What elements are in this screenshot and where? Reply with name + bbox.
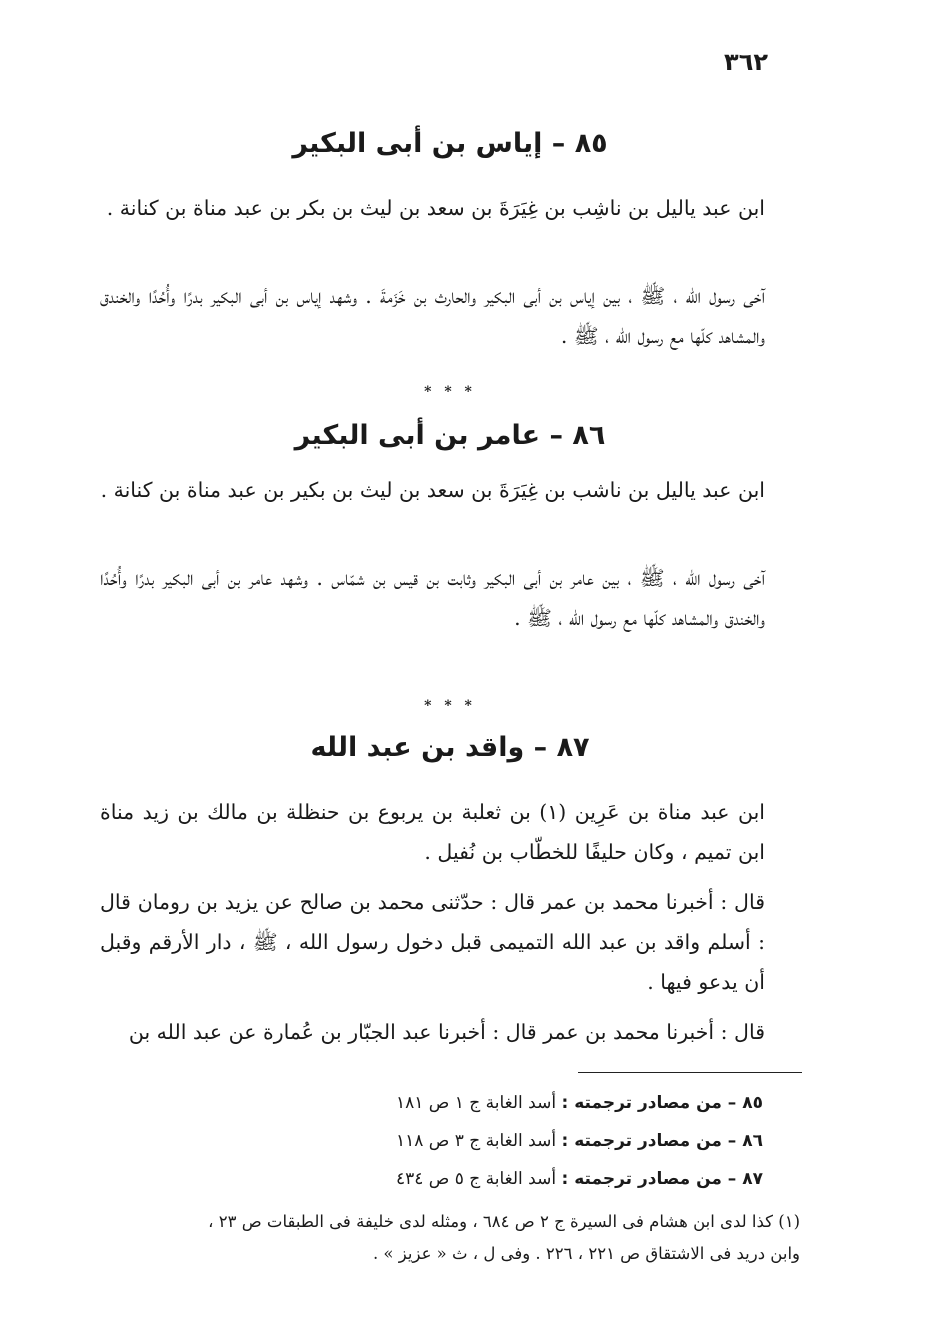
entry-85-lineage: ابن عبد ياليل بن ناشِب بن غِيَرَةَ بن سعد بن ليث بن بكر بن عبد مناة بن كنانة . <box>106 196 765 220</box>
footnote-source-text: أسد الغابة ج ٣ ص ١١٨ <box>395 1131 557 1151</box>
entry-87-paragraph-2: قال : أخبرنا محمد بن عمر قال : حدّثنى محمد بن صالح عن يزيد بن رومان قال : أسلم واقد بن عبد الله التميمى قبل دخول رسول الله ، ﷺ ، دار الأرقم وقبل أن يدعو فيها . <box>100 890 765 994</box>
footnote-note-line: وابن دريد فى الاشتقاق ص ٢٢١ ، ٢٢٦ . وفى ل ، ث « عزيز » . <box>372 1244 800 1263</box>
section-separator: * * * <box>424 698 476 714</box>
entry-87-paragraph-3: قال : أخبرنا محمد بن عمر قال : أخبرنا عبد الجبّار بن عُمارة عن عبد الله بن <box>128 1020 765 1044</box>
footnote-source-86 <box>300 1130 763 1152</box>
footnote-source-label: ٨٧ – من مصادر ترجمته : <box>561 1169 763 1189</box>
footnote-rule <box>578 1072 802 1073</box>
section-separator: * * * <box>424 384 476 400</box>
entry-heading-85: ٨٥ – إياس بن أبى البكير <box>292 128 608 159</box>
footnote-source-text: أسد الغابة ج ١ ص ١٨١ <box>395 1093 557 1113</box>
entry-heading-86: ٨٦ – عامر بن أبى البكير <box>294 420 606 451</box>
footnote-source-label: ٨٦ – من مصادر ترجمته : <box>561 1131 763 1151</box>
footnote-source-87 <box>300 1168 763 1190</box>
footnote-source-label: ٨٥ – من مصادر ترجمته : <box>561 1093 763 1113</box>
footnote-note-line: (١) كذا لدى ابن هشام فى السيرة ج ٢ ص ٦٨٤ ، ومثله لدى خليفة فى الطبقات ص ٢٣ ، <box>208 1212 800 1231</box>
footnote-source-text: أسد الغابة ج ٥ ص ٤٣٤ <box>395 1169 557 1189</box>
entry-85-body: آخى رسول الله ، ﷺ ، بين إياس بن أبى البكير والحارث بن خَزَمةَ . وشهد إياس بن أبى البكير بدرًا وأُحُدًا والخندق والمشاهد كلّها مع رسول الله ، ﷺ . <box>100 284 765 348</box>
page-number: ٣٦٢ <box>724 48 768 76</box>
entry-86-lineage: ابن عبد ياليل بن ناشب بن غِيَرَةَ بن سعد بن ليث بن بكير بن عبد مناة بن كنانة . <box>100 478 765 502</box>
footnote-source-85 <box>300 1092 763 1114</box>
footnote-note <box>100 1206 800 1270</box>
entry-86-body: آخى رسول الله ، ﷺ ، بين عامر بن أبى البكير وثابت بن قيس بن شمّاس . وشهد عامر بن أبى البكير بدرًا وأُحُدًا والخندق والمشاهد كلّها مع رسول الله ، ﷺ . <box>100 566 765 630</box>
entry-heading-87: ٨٧ – واقد بن عبد الله <box>310 732 590 763</box>
entry-87-lineage: ابن عبد مناة بن عَرِين (١) بن ثعلبة بن يربوع بن حنظلة بن مالك بن زيد مناة ابن تميم ، وكان حليفًا للخطّاب بن نُفيل . <box>100 800 765 864</box>
